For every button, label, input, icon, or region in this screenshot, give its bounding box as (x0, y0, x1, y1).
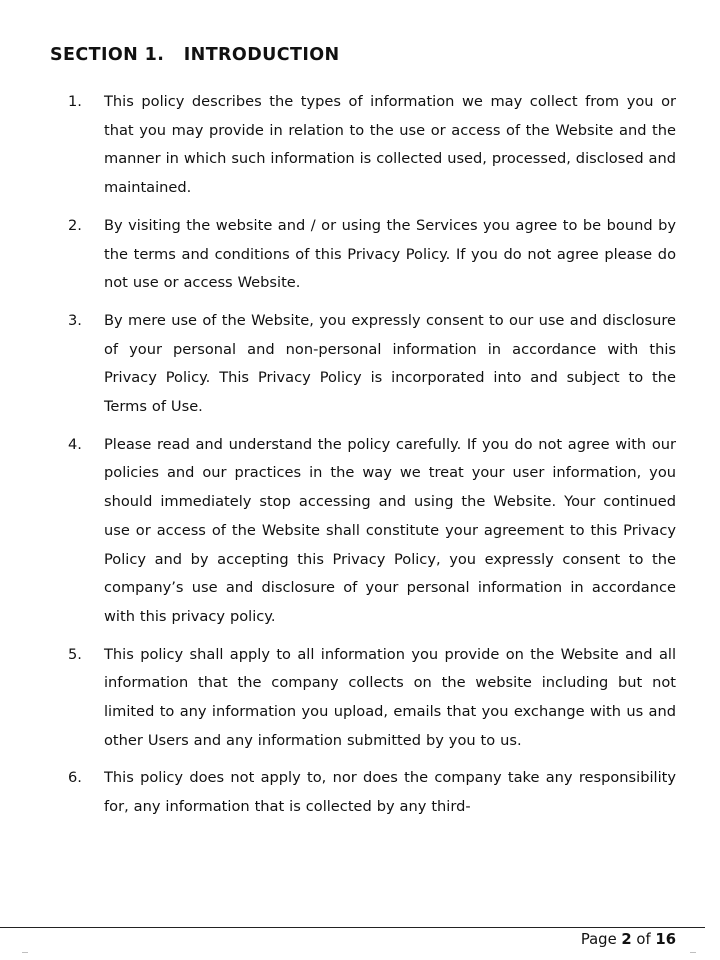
clause-text: This policy describes the types of information we may collect from you or that you may provide in relation to the use or access of the Website and the manner in which such information is collected used, processed, disclosed and maintained. (104, 93, 676, 197)
clause-text: By mere use of the Website, you expressly consent to our use and disclosure of your personal and non-personal information in accordance with this Privacy Policy. This Privacy Policy is incorporated into and subject to the Terms of Use. (104, 311, 676, 416)
clause-number: 6. (68, 769, 82, 787)
clause-item (0, 764, 720, 822)
clause-item (0, 641, 720, 756)
clause-number: 3. (68, 311, 82, 329)
section-heading: SECTION 1. INTRODUCTION (50, 45, 340, 65)
clause-text: This policy shall apply to all information you provide on the Website and all information that the company collects on the website including but not limited to any information you upload, emails that you exchange with us and other Users and any information submitted by you to us. (104, 645, 676, 749)
clause-number: 5. (68, 645, 82, 663)
clause-text: By visiting the website and / or using the Services you agree to be bound by the terms and conditions of this Privacy Policy. If you do not agree please do not use or access Website. (104, 216, 676, 292)
clause-number: 1. (68, 93, 82, 110)
page-corner-mark (22, 952, 28, 953)
clause-number: 4. (68, 435, 82, 453)
page-number (581, 931, 676, 948)
clause-text: Please read and understand the policy carefully. If you do not agree with our policies and our practices in the way we treat your user information, you should immediately stop accessing and using the Website. Your continued use or access of the Website shall constitute your agreement to this Privacy Policy and by accepting this Privacy Policy, you expressly consent to the company’s use and disclosure of your personal information in accordance with this privacy policy. (104, 435, 676, 625)
clause-item (0, 307, 720, 422)
page-label: Page (580, 931, 617, 948)
clause-item (0, 88, 720, 203)
total-pages-number: 16 (655, 931, 676, 948)
clause-text: This policy does not apply to, nor does the company take any responsibility for, any information that is collected by any third- (104, 769, 676, 816)
clause-item (0, 431, 720, 632)
current-page-number: 2 (621, 931, 632, 948)
clause-number: 2. (68, 216, 82, 234)
clause-item (0, 212, 720, 298)
page-of-label: of (636, 931, 651, 948)
page-corner-mark (690, 952, 696, 953)
clause-list (0, 88, 720, 831)
footer-divider (0, 927, 705, 928)
